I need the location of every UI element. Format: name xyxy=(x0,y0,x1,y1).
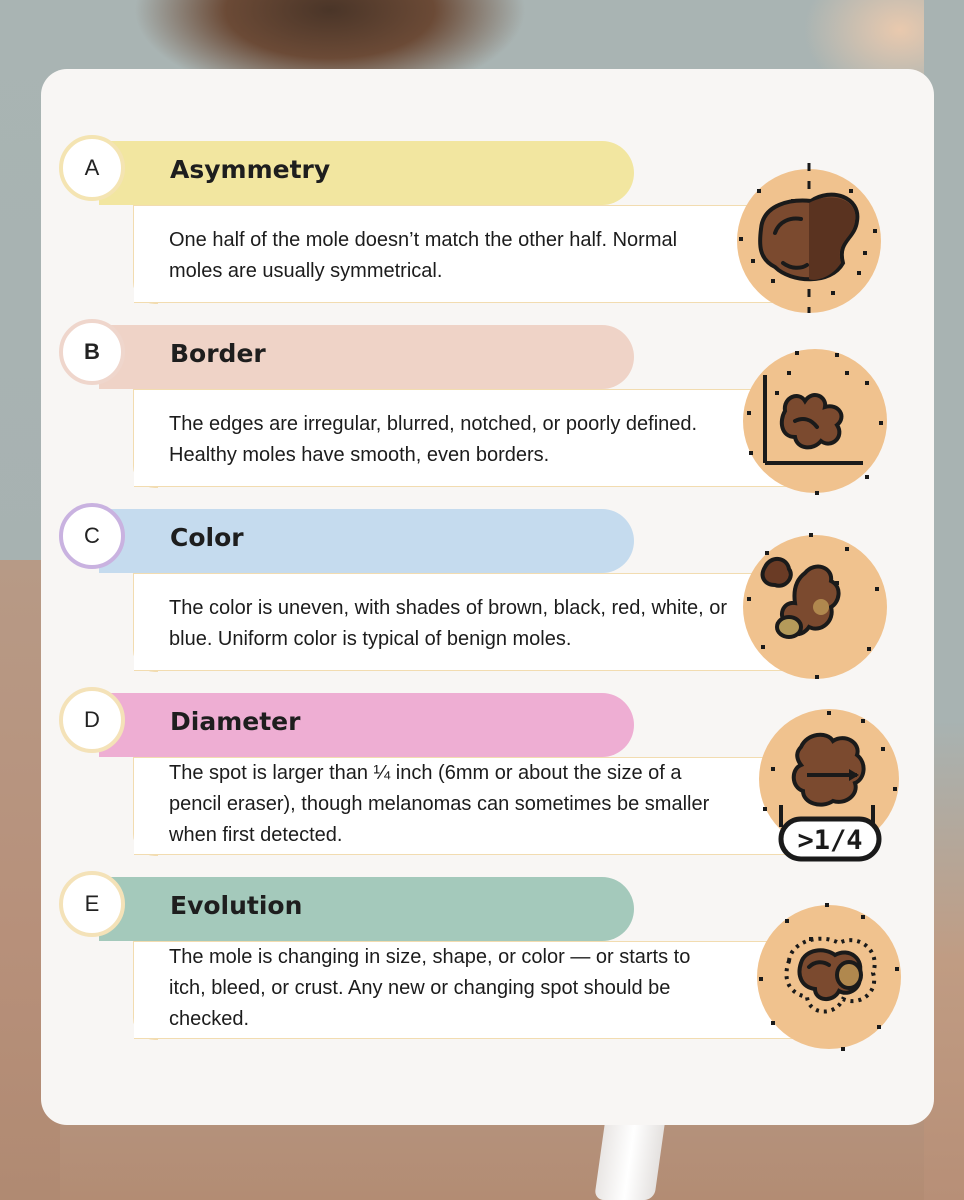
letter-d: D xyxy=(84,707,100,732)
letter-a: A xyxy=(84,155,100,180)
list-item-evolution xyxy=(41,805,934,1030)
letter-b: B xyxy=(84,339,100,364)
list-item-border xyxy=(41,253,934,466)
letter-c: C xyxy=(84,523,100,548)
letter-badge xyxy=(59,687,125,753)
item-description: The mole is changing in size, shape, or color — or starts to itch, bleed, or crust. Any new or changing spot should be checked. xyxy=(169,946,691,1030)
item-description: The spot is larger than ¼ inch (6mm or about the size of a pencil eraser), though melanomas can sometimes be smaller when first detected. xyxy=(169,762,710,846)
item-title: Color xyxy=(170,523,244,552)
item-description: The color is uneven, with shades of brown, black, red, white, or blue. Uniform color is typical of benign moles. xyxy=(169,597,728,650)
diameter-icon-label: >1/4 xyxy=(797,825,863,856)
item-description: The edges are irregular, blurred, notched, or poorly defined. Healthy moles have smooth, even borders. xyxy=(169,413,698,466)
list-item-asymmetry xyxy=(41,69,934,282)
letter-badge xyxy=(59,503,125,569)
letter-badge xyxy=(59,871,125,937)
item-title: Evolution xyxy=(170,891,303,920)
item-title: Asymmetry xyxy=(170,155,331,184)
item-title: Diameter xyxy=(170,707,301,736)
evolution-mole-icon xyxy=(749,897,909,1057)
item-description: One half of the mole doesn’t match the other half. Normal moles are usually symmetrical. xyxy=(169,229,678,282)
list-item-color xyxy=(41,437,934,650)
list-item-diameter xyxy=(41,621,934,856)
letter-badge xyxy=(59,319,125,385)
letter-badge xyxy=(59,135,125,201)
item-title: Border xyxy=(170,339,266,368)
background-strap xyxy=(594,1115,666,1200)
letter-e: E xyxy=(84,891,100,916)
abcde-card xyxy=(41,69,934,1125)
